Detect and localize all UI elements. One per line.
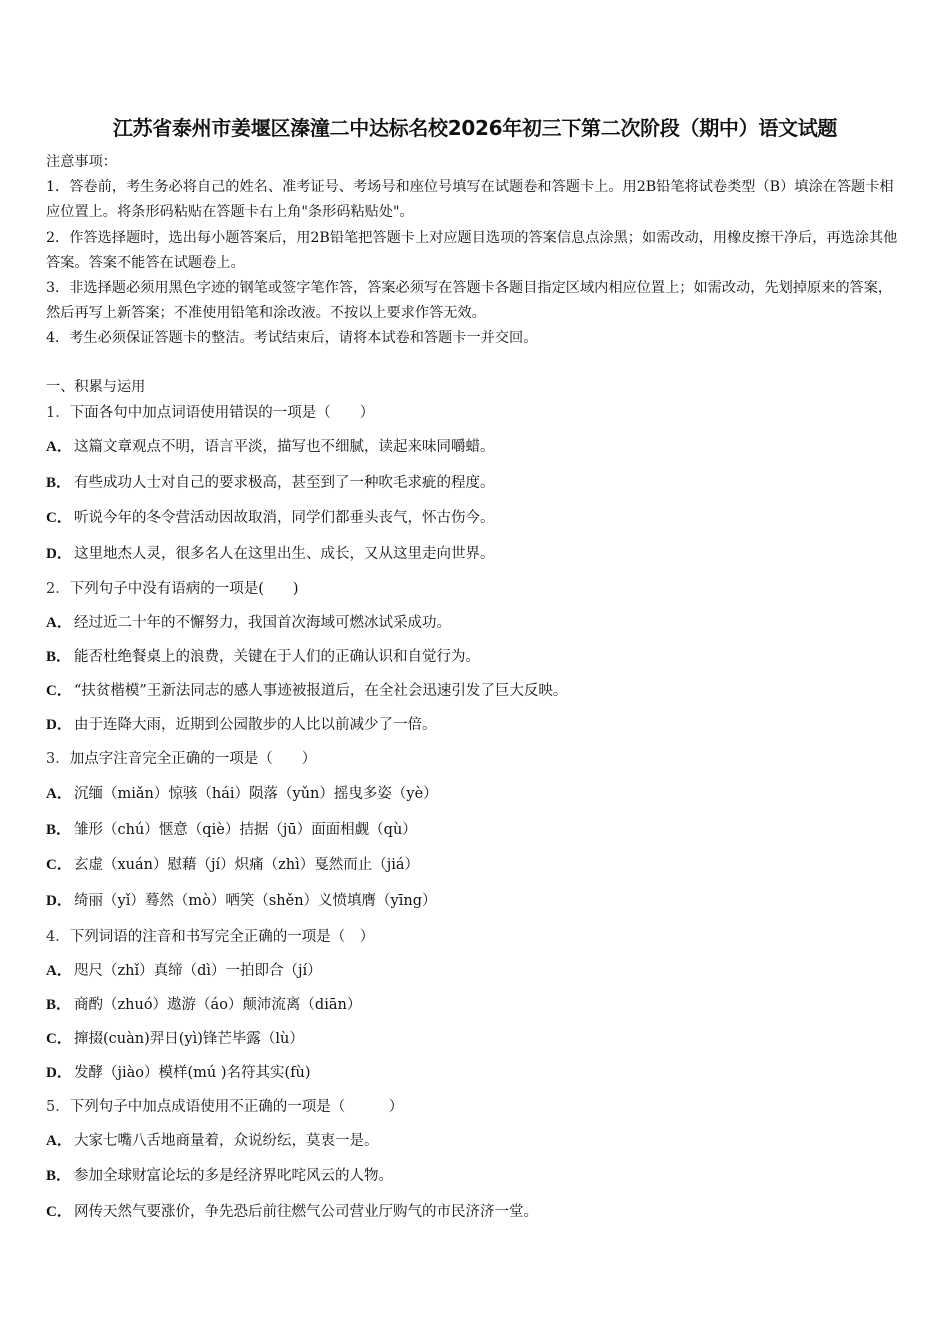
option-text: 网传天然气要涨价，争先恐后前往燃气公司营业厅购气的市民济济一堂。 (74, 1204, 538, 1220)
question-number: 2． (46, 581, 70, 597)
option (46, 959, 322, 980)
option-word: 咫尺（zhǐ） (74, 963, 154, 979)
question-text: 加点字注音完全正确的一项是（ ） (69, 751, 317, 767)
option-word: 惬意（qiè） (158, 822, 240, 838)
option-label: D． (46, 893, 72, 909)
notice-item: 2．作答选择题时，选出每小题答案后，用2B铅笔把答题卡上对应题目选项的答案信息点涂黑；如需改动，用橡皮擦干净后，再选涂其他答案。答案不能答在试题卷上。 (46, 229, 898, 271)
option-word: 拮据（jū） (239, 822, 312, 838)
option-text: 能否杜绝餐桌上的浪费，关键在于人们的正确认识和自觉行为。 (74, 649, 480, 665)
option (46, 679, 567, 700)
option-word: 蓦然（mò） (144, 893, 226, 909)
option (46, 1164, 393, 1185)
option (46, 1027, 304, 1048)
notice-block (46, 150, 906, 352)
option-word: 发酵（jiào） (74, 1065, 159, 1081)
question-stem (46, 747, 316, 768)
option-label: C． (46, 1031, 72, 1047)
option-word: 哂笑（shěn） (225, 893, 319, 909)
question-stem (46, 401, 374, 422)
question-text: 下列词语的注音和书写完全正确的一项是（ ） (69, 929, 375, 945)
option-word: 义愤填膺（yīng） (318, 893, 437, 909)
option-label: A． (46, 963, 72, 979)
option-word: 惊骇（hái） (168, 786, 249, 802)
question-number: 1． (46, 405, 70, 421)
option-label: D． (46, 546, 72, 562)
page-title: 江苏省泰州市姜堰区溱潼二中达标名校2026年初三下第二次阶段（期中）语文试题 (112, 116, 838, 140)
option-label: C． (46, 510, 72, 526)
option-text: 大家七嘴八舌地商量着，众说纷纭，莫衷一是。 (74, 1133, 379, 1149)
option-word: 摇曳多姿（yè） (333, 786, 438, 802)
notice-item: 3．非选择题必须用黑色字迹的钢笔或签字笔作答，答案必须写在答题卡各题目指定区域内相应位置上；如需改动，先划掉原来的答案，然后再写上新答案；不准使用铅笔和涂改液。不按以上要求作答无效。 (46, 280, 893, 322)
option-label: C． (46, 1204, 72, 1220)
option-label: D． (46, 1065, 72, 1081)
option (46, 889, 436, 910)
notice-item: 1．答卷前，考生务必将自己的姓名、准考证号、考场号和座位号填写在试题卷和答题卡上。用2B铅笔将试卷类型（B）填涂在答题卡相应位置上。将条形码粘贴在答题卡右上角"条形码粘贴处"。 (46, 179, 894, 221)
option (46, 435, 495, 456)
option-word: 锋芒毕露（lù） (202, 1031, 304, 1047)
option (46, 993, 361, 1014)
option-label: B． (46, 997, 72, 1013)
question-number: 5． (46, 1099, 70, 1115)
option-label: B． (46, 649, 72, 665)
option (46, 1061, 311, 1082)
option-label: B． (46, 1168, 72, 1184)
question-text: 下面各句中加点词语使用错误的一项是（ ） (69, 405, 375, 421)
option (46, 611, 451, 632)
option-text: 经过近二十年的不懈努力，我国首次海域可燃冰试采成功。 (74, 615, 451, 631)
option (46, 853, 419, 874)
option-label: B． (46, 822, 72, 838)
option-word: 名符其实(fù) (226, 1065, 311, 1081)
option (46, 471, 495, 492)
option-word: 真缔（dì） (153, 963, 226, 979)
question-stem (46, 1095, 403, 1116)
option-text: 由于连降大雨，近期到公园散步的人比以前减少了一倍。 (74, 717, 437, 733)
option-label: A． (46, 439, 72, 455)
option-text: “扶贫楷模”王新法同志的感人事迹被报道后，在全社会迅速引发了巨大反映。 (74, 683, 568, 699)
option (46, 542, 495, 563)
option (46, 782, 438, 803)
option-word: 模样(mú ) (158, 1065, 227, 1081)
option-word: 玄虚（xuán） (74, 857, 168, 873)
option-label: A． (46, 1133, 72, 1149)
option (46, 713, 437, 734)
option (46, 818, 417, 839)
option (46, 1129, 379, 1150)
question-stem (46, 577, 299, 598)
option-word: 撺掇(cuàn) (74, 1031, 150, 1047)
option-word: 颠沛流离（diān） (242, 997, 362, 1013)
option-word: 雏形（chú） (74, 822, 159, 838)
option (46, 1200, 538, 1221)
option (46, 506, 495, 527)
question-number: 3． (46, 751, 70, 767)
option-label: A． (46, 615, 72, 631)
option-text: 有些成功人士对自己的要求极高，甚至到了一种吹毛求疵的程度。 (74, 475, 495, 491)
option-word: 商酌（zhuó） (74, 997, 168, 1013)
option-word: 陨落（yǔn） (249, 786, 334, 802)
option-word: 沉缅（miǎn） (74, 786, 169, 802)
question-stem (46, 925, 374, 946)
option-word: 绮丽（yǐ） (74, 893, 145, 909)
question-number: 4． (46, 929, 70, 945)
option-text: 听说今年的冬令营活动因故取消，同学们都垂头丧气，怀古伤今。 (74, 510, 495, 526)
option-label: B． (46, 475, 72, 491)
option-word: 一拍即合（jí） (225, 963, 322, 979)
section-title: 一、积累与运用 (46, 379, 146, 395)
option-text: 这篇文章观点不明，语言平淡，描写也不细腻，读起来味同嚼蜡。 (74, 439, 495, 455)
option (46, 645, 480, 666)
option-word: 炽痛（zhì） (234, 857, 315, 873)
option-word: 遨游（áo） (167, 997, 243, 1013)
option-text: 这里地杰人灵，很多名人在这里出生、成长，又从这里走向世界。 (74, 546, 495, 562)
option-label: A． (46, 786, 72, 802)
option-label: C． (46, 857, 72, 873)
option-word: 慰藉（jí） (167, 857, 235, 873)
option-word: 面面相觑（qù） (311, 822, 417, 838)
option-label: C． (46, 683, 72, 699)
option-text: 参加全球财富论坛的多是经济界叱咤风云的人物。 (74, 1168, 393, 1184)
question-text: 下列句子中加点成语使用不正确的一项是（ ） (69, 1099, 404, 1115)
option-label: D． (46, 717, 72, 733)
option-word: 羿日(yì) (149, 1031, 203, 1047)
notice-heading: 注意事项： (46, 154, 117, 170)
option-word: 戛然而止（jiá） (314, 857, 420, 873)
question-text: 下列句子中没有语病的一项是( ) (69, 581, 299, 597)
notice-item: 4．考生必须保证答题卡的整洁。考试结束后，请将本试卷和答题卡一并交回。 (46, 330, 538, 347)
